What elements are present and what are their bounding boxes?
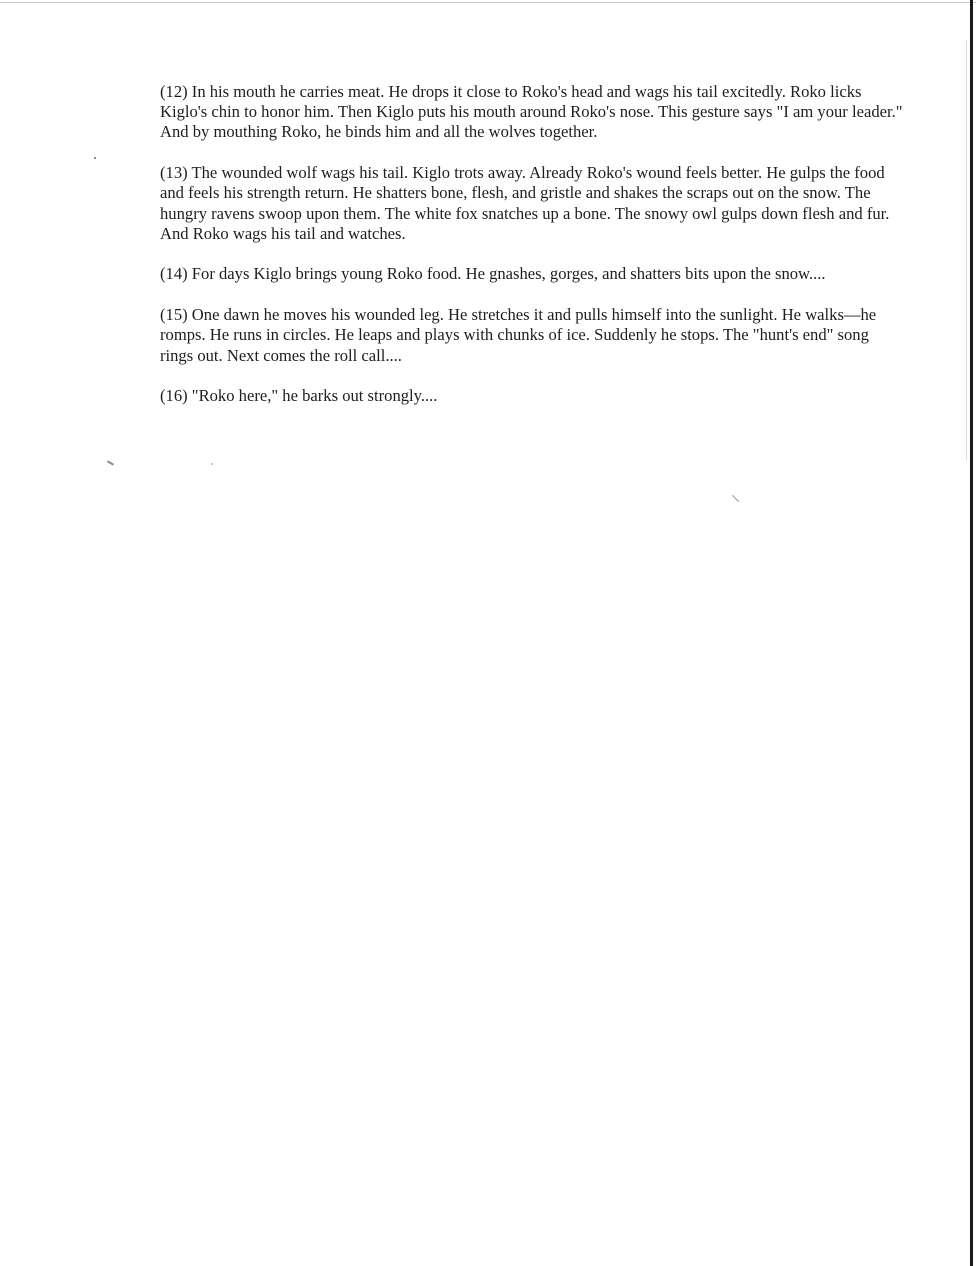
scan-speck — [211, 463, 213, 465]
paragraph-16: (16) "Roko here," he barks out strongly.... — [160, 386, 438, 406]
paragraph-14: (14) For days Kiglo brings young Roko food. He gnashes, gorges, and shatters bits upon the snow.... — [160, 264, 826, 284]
paragraph-12: (12) In his mouth he carries meat. He drops it close to Roko's head and wags his tail excitedly. Roko licks Kiglo's chin to honor him. Then Kiglo puts his mouth around Roko's nose. This gesture says "I am your leader." And by mouthing Roko, he binds him and all the wolves together. — [160, 82, 903, 142]
document-body — [160, 82, 905, 427]
scan-right-shadow — [966, 40, 967, 460]
paragraph-15: (15) One dawn he moves his wounded leg. He stretches it and pulls himself into the sunlight. He walks—he romps. He runs in circles. He leaps and plays with chunks of ice. Suddenly he stops. The "hunt's end" song rings out. Next comes the roll call.... — [160, 305, 877, 365]
scan-speck — [107, 460, 114, 465]
scan-top-edge — [0, 2, 976, 3]
paragraph-13: (13) The wounded wolf wags his tail. Kiglo trots away. Already Roko's wound feels better. He gulps the food and feels his strength return. He shatters bone, flesh, and gristle and shakes the scraps out on the snow. The hungry ravens swoop upon them. The white fox snatches up a bone. The snowy owl gulps down flesh and fur. And Roko wags his tail and watches. — [160, 163, 890, 243]
scan-speck — [732, 495, 739, 502]
scan-speck — [94, 157, 96, 159]
scan-right-edge — [970, 0, 973, 1266]
